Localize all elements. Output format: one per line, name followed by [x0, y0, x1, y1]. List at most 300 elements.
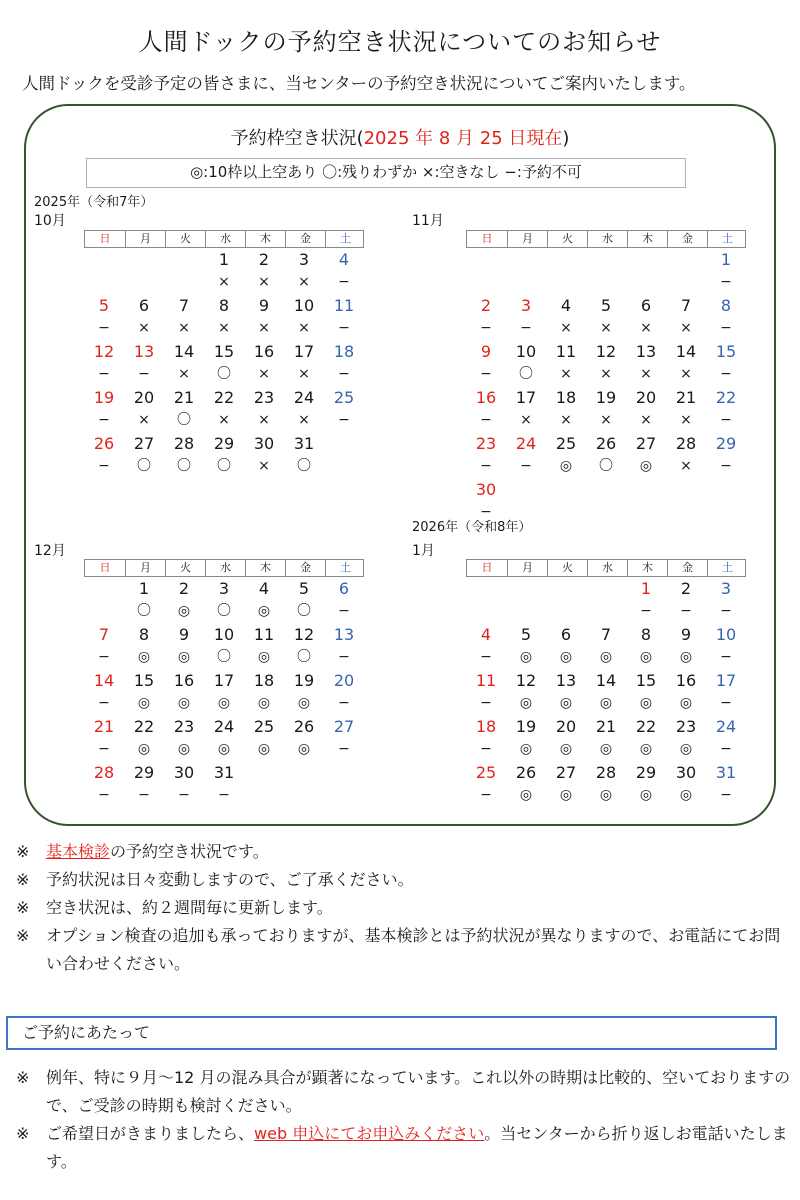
status-cell: −	[720, 458, 732, 474]
status-row	[84, 646, 364, 669]
weekday-label: 金	[667, 231, 707, 247]
status-cell: ×	[258, 412, 270, 428]
date-cell: 18	[475, 717, 497, 736]
date-cell: 20	[133, 388, 155, 407]
date-cell: 2	[178, 579, 190, 598]
date-cell: 12	[293, 625, 315, 644]
status-row	[84, 600, 364, 623]
date-cell	[546, 478, 586, 501]
status-cell: ◎	[137, 695, 151, 711]
status-cell: −	[98, 458, 110, 474]
status-cell: ×	[258, 320, 270, 336]
status-cell	[546, 600, 586, 623]
status-cell: −	[720, 603, 732, 619]
date-cell	[626, 248, 666, 271]
date-row	[466, 248, 746, 271]
note-text-post: 。当センターから折り返しお電話いたします。	[46, 1124, 788, 1171]
date-row	[466, 478, 746, 501]
year-label-2026: 2026年（令和8年）	[412, 520, 532, 535]
date-row	[84, 248, 364, 271]
date-row	[466, 577, 746, 600]
status-cell: ×	[640, 320, 652, 336]
availability-close: )	[562, 128, 570, 149]
date-cell: 4	[338, 250, 350, 269]
weekday-header	[84, 230, 364, 248]
note-mark: ※	[16, 926, 30, 945]
date-cell: 30	[253, 434, 275, 453]
note-text	[46, 838, 796, 866]
status-cell: −	[720, 366, 732, 382]
date-cell	[84, 577, 124, 600]
status-cell: ◎	[519, 741, 533, 757]
date-cell: 12	[93, 342, 115, 361]
status-cell: −	[98, 320, 110, 336]
status-cell: −	[98, 695, 110, 711]
date-cell: 6	[138, 296, 150, 315]
date-cell	[546, 577, 586, 600]
status-cell: ◎	[639, 741, 653, 757]
date-cell: 28	[595, 763, 617, 782]
date-cell	[506, 248, 546, 271]
status-cell: −	[98, 366, 110, 382]
date-cell: 2	[480, 296, 492, 315]
date-cell	[626, 478, 666, 501]
legend-box: ◎:10枠以上空あり 〇:残りわずか ×:空きなし −:予約不可	[86, 158, 686, 188]
notes-list	[16, 838, 796, 978]
weekday-label: 水	[205, 231, 245, 247]
status-cell: −	[338, 695, 350, 711]
date-row	[84, 386, 364, 409]
status-cell: ◎	[599, 741, 613, 757]
status-row	[466, 317, 746, 340]
date-cell: 20	[555, 717, 577, 736]
status-cell: ×	[600, 412, 612, 428]
date-cell: 29	[213, 434, 235, 453]
date-row	[84, 669, 364, 692]
note-text-pre: ご希望日がきまりましたら、	[46, 1124, 255, 1143]
date-row	[84, 761, 364, 784]
date-cell: 25	[475, 763, 497, 782]
basic-checkup-link[interactable]: 基本検診	[46, 842, 111, 861]
date-cell: 15	[213, 342, 235, 361]
status-cell	[706, 501, 746, 524]
status-cell: −	[720, 695, 732, 711]
date-cell: 29	[635, 763, 657, 782]
date-cell: 3	[298, 250, 310, 269]
note-mark: ※	[16, 842, 30, 861]
weekday-label: 火	[547, 560, 587, 576]
date-cell: 4	[480, 625, 492, 644]
status-row	[466, 784, 746, 807]
status-cell: ×	[298, 366, 310, 382]
date-cell: 30	[173, 763, 195, 782]
date-cell: 12	[515, 671, 537, 690]
weekday-label: 木	[245, 560, 285, 576]
date-cell: 4	[560, 296, 572, 315]
date-cell: 13	[333, 625, 355, 644]
status-cell: −	[480, 504, 492, 520]
status-cell: −	[720, 320, 732, 336]
date-cell: 12	[595, 342, 617, 361]
status-cell: −	[480, 695, 492, 711]
status-cell: 〇	[297, 458, 311, 474]
date-cell: 30	[675, 763, 697, 782]
date-cell: 21	[93, 717, 115, 736]
date-cell: 18	[253, 671, 275, 690]
date-cell: 6	[338, 579, 350, 598]
note-text: 空き状況は、約２週間毎に更新します。	[46, 898, 333, 917]
status-cell: ◎	[519, 695, 533, 711]
status-cell: −	[338, 274, 350, 290]
status-cell: ◎	[639, 695, 653, 711]
weekday-label: 日	[99, 561, 111, 574]
status-cell: ◎	[177, 603, 191, 619]
date-cell	[506, 577, 546, 600]
status-cell: 〇	[217, 603, 231, 619]
status-cell: ×	[680, 458, 692, 474]
weekday-label: 金	[667, 560, 707, 576]
date-cell: 14	[675, 342, 697, 361]
date-cell: 9	[258, 296, 270, 315]
weekday-label: 土	[707, 560, 747, 576]
date-cell	[666, 248, 706, 271]
availability-label: 予約枠空き状況(	[230, 128, 364, 149]
date-row	[466, 340, 746, 363]
date-cell: 27	[555, 763, 577, 782]
status-cell: 〇	[519, 366, 533, 382]
status-cell: ×	[298, 274, 310, 290]
note-item	[16, 1120, 796, 1176]
status-cell	[284, 784, 324, 807]
weekday-label: 水	[587, 560, 627, 576]
status-cell: ◎	[679, 649, 693, 665]
status-row	[466, 738, 746, 761]
status-cell: −	[138, 787, 150, 803]
status-cell	[244, 784, 284, 807]
status-cell: ◎	[599, 787, 613, 803]
date-row	[466, 623, 746, 646]
date-cell: 27	[333, 717, 355, 736]
date-cell: 11	[333, 296, 355, 315]
weekday-label: 日	[99, 232, 111, 245]
date-cell: 21	[675, 388, 697, 407]
status-cell: −	[520, 458, 532, 474]
year-label-2025: 2025年（令和7年）	[34, 195, 154, 210]
date-cell: 15	[133, 671, 155, 690]
status-row	[466, 646, 746, 669]
calendar-dec	[84, 559, 364, 807]
date-cell: 9	[178, 625, 190, 644]
date-cell	[546, 248, 586, 271]
status-cell: 〇	[137, 603, 151, 619]
weekday-label: 水	[587, 231, 627, 247]
status-cell: ◎	[639, 649, 653, 665]
date-cell: 3	[218, 579, 230, 598]
date-cell: 1	[640, 579, 652, 598]
date-cell: 27	[133, 434, 155, 453]
date-cell: 5	[600, 296, 612, 315]
date-cell: 21	[173, 388, 195, 407]
date-cell	[164, 248, 204, 271]
status-cell	[466, 271, 506, 294]
status-cell: ◎	[679, 695, 693, 711]
weekday-label: 金	[285, 560, 325, 576]
month-label-jan: 1月	[412, 543, 435, 559]
status-cell: ◎	[559, 649, 573, 665]
date-cell: 14	[93, 671, 115, 690]
date-cell: 1	[218, 250, 230, 269]
weekday-header	[466, 230, 746, 248]
status-cell: ×	[138, 412, 150, 428]
date-cell: 17	[293, 342, 315, 361]
date-cell: 28	[173, 434, 195, 453]
date-cell: 17	[213, 671, 235, 690]
date-cell: 7	[178, 296, 190, 315]
status-cell: 〇	[217, 366, 231, 382]
status-cell: ×	[600, 320, 612, 336]
date-cell	[586, 478, 626, 501]
status-cell: 〇	[297, 649, 311, 665]
date-cell	[324, 761, 364, 784]
status-cell: −	[480, 458, 492, 474]
web-application-link[interactable]: web 申込にてお申込みください	[254, 1124, 485, 1143]
date-cell: 25	[253, 717, 275, 736]
status-cell	[586, 501, 626, 524]
weekday-label: 金	[285, 231, 325, 247]
status-cell: 〇	[177, 458, 191, 474]
status-cell: 〇	[217, 458, 231, 474]
status-cell: ◎	[177, 649, 191, 665]
date-cell	[586, 577, 626, 600]
date-cell: 29	[715, 434, 737, 453]
date-cell: 3	[520, 296, 532, 315]
date-cell: 14	[173, 342, 195, 361]
date-cell: 8	[138, 625, 150, 644]
date-cell: 24	[715, 717, 737, 736]
status-cell: −	[480, 320, 492, 336]
status-cell	[506, 600, 546, 623]
note-text-rest: の予約空き状況です。	[110, 842, 269, 861]
date-cell: 3	[720, 579, 732, 598]
status-cell: 〇	[177, 412, 191, 428]
date-cell: 31	[715, 763, 737, 782]
status-cell: −	[338, 412, 350, 428]
status-cell: ×	[218, 274, 230, 290]
date-cell: 4	[258, 579, 270, 598]
date-cell: 11	[555, 342, 577, 361]
status-cell: ◎	[599, 695, 613, 711]
status-row	[84, 317, 364, 340]
date-cell: 13	[635, 342, 657, 361]
date-row	[466, 386, 746, 409]
date-cell: 19	[293, 671, 315, 690]
note-text: 例年、特に９月～12 月の混み具合が顕著になっています。これ以外の時期は比較的、空いておりますので、ご受診の時期も検討ください。	[46, 1068, 791, 1115]
status-cell: ◎	[217, 695, 231, 711]
status-row	[466, 455, 746, 478]
date-row	[466, 761, 746, 784]
date-row	[84, 623, 364, 646]
status-row	[466, 363, 746, 386]
date-cell: 1	[720, 250, 732, 269]
date-cell: 7	[98, 625, 110, 644]
date-cell: 26	[293, 717, 315, 736]
date-cell: 24	[213, 717, 235, 736]
status-cell: ×	[258, 366, 270, 382]
date-cell: 29	[133, 763, 155, 782]
date-cell: 2	[258, 250, 270, 269]
status-cell: ◎	[257, 603, 271, 619]
status-cell	[506, 271, 546, 294]
status-cell: ×	[178, 366, 190, 382]
date-cell: 23	[173, 717, 195, 736]
date-cell: 13	[133, 342, 155, 361]
date-row	[466, 294, 746, 317]
date-cell: 25	[555, 434, 577, 453]
date-cell: 7	[600, 625, 612, 644]
date-cell	[84, 248, 124, 271]
status-row	[466, 409, 746, 432]
month-label-oct: 10月	[34, 213, 66, 229]
weekday-label: 火	[547, 231, 587, 247]
date-cell	[666, 478, 706, 501]
date-cell: 9	[680, 625, 692, 644]
status-cell: ◎	[559, 741, 573, 757]
status-cell	[546, 271, 586, 294]
date-row	[84, 577, 364, 600]
status-cell: ◎	[257, 649, 271, 665]
date-cell: 5	[298, 579, 310, 598]
weekday-header	[84, 559, 364, 577]
status-cell	[324, 455, 364, 478]
weekday-label: 土	[325, 231, 365, 247]
status-row	[84, 738, 364, 761]
date-row	[466, 715, 746, 738]
status-cell: ◎	[137, 741, 151, 757]
date-row	[84, 715, 364, 738]
status-row	[466, 501, 746, 524]
status-row	[84, 692, 364, 715]
status-cell: ◎	[639, 458, 653, 474]
status-cell: ×	[298, 412, 310, 428]
status-row	[466, 271, 746, 294]
date-cell: 24	[515, 434, 537, 453]
date-cell	[284, 761, 324, 784]
status-cell: ×	[218, 320, 230, 336]
month-label-nov: 11月	[412, 213, 444, 229]
date-row	[466, 432, 746, 455]
note-mark: ※	[16, 870, 30, 889]
status-cell: ◎	[679, 741, 693, 757]
status-cell: −	[338, 649, 350, 665]
date-cell: 22	[133, 717, 155, 736]
date-cell: 23	[675, 717, 697, 736]
date-cell: 5	[520, 625, 532, 644]
note-item	[16, 922, 796, 978]
status-cell: −	[720, 787, 732, 803]
date-cell: 30	[475, 480, 497, 499]
date-row	[84, 432, 364, 455]
status-cell: ◎	[679, 787, 693, 803]
status-cell	[586, 271, 626, 294]
date-cell: 23	[475, 434, 497, 453]
status-cell	[84, 600, 124, 623]
status-cell: ×	[298, 320, 310, 336]
status-cell: −	[480, 412, 492, 428]
weekday-label: 木	[245, 231, 285, 247]
date-cell	[506, 478, 546, 501]
date-cell: 26	[595, 434, 617, 453]
status-row	[84, 363, 364, 386]
date-cell	[586, 248, 626, 271]
note-item	[16, 838, 796, 866]
note-item	[16, 866, 796, 894]
status-cell: ×	[520, 412, 532, 428]
status-cell: −	[640, 603, 652, 619]
status-cell: ◎	[639, 787, 653, 803]
date-cell: 16	[675, 671, 697, 690]
date-cell	[124, 248, 164, 271]
date-row	[84, 294, 364, 317]
status-cell: ×	[680, 412, 692, 428]
status-cell: ◎	[559, 695, 573, 711]
date-cell: 27	[635, 434, 657, 453]
status-cell: −	[138, 366, 150, 382]
status-cell: −	[98, 412, 110, 428]
date-cell: 8	[218, 296, 230, 315]
status-cell: ×	[258, 458, 270, 474]
date-cell: 9	[480, 342, 492, 361]
weekday-label: 水	[205, 560, 245, 576]
note-text: 予約状況は日々変動しますので、ご了承ください。	[46, 870, 414, 889]
date-cell	[244, 761, 284, 784]
status-cell: −	[480, 649, 492, 665]
date-row	[84, 340, 364, 363]
date-cell: 24	[293, 388, 315, 407]
page-subtitle: 人間ドックを受診予定の皆さまに、当センターの予約空き状況についてご案内いたします。	[22, 74, 696, 93]
date-cell: 10	[515, 342, 537, 361]
weekday-label: 月	[507, 231, 547, 247]
date-cell	[466, 248, 506, 271]
status-cell: −	[480, 366, 492, 382]
status-cell: ×	[218, 412, 230, 428]
status-cell: ◎	[177, 695, 191, 711]
date-cell: 21	[595, 717, 617, 736]
status-cell	[586, 600, 626, 623]
weekday-label: 火	[165, 560, 205, 576]
date-cell: 28	[675, 434, 697, 453]
weekday-label: 土	[707, 231, 747, 247]
status-cell: −	[338, 603, 350, 619]
date-cell: 22	[635, 717, 657, 736]
weekday-label: 土	[325, 560, 365, 576]
note-mark: ※	[16, 1068, 30, 1087]
weekday-label: 月	[125, 560, 165, 576]
date-cell: 26	[515, 763, 537, 782]
status-cell: ×	[680, 366, 692, 382]
status-cell	[626, 501, 666, 524]
status-row	[84, 784, 364, 807]
status-cell: ◎	[297, 741, 311, 757]
status-cell: ×	[258, 274, 270, 290]
status-cell	[84, 271, 124, 294]
date-row	[466, 669, 746, 692]
note-text	[46, 1120, 796, 1176]
calendar-nov	[466, 230, 746, 524]
status-cell: 〇	[217, 649, 231, 665]
date-cell: 16	[253, 342, 275, 361]
status-cell	[466, 600, 506, 623]
date-cell: 22	[213, 388, 235, 407]
